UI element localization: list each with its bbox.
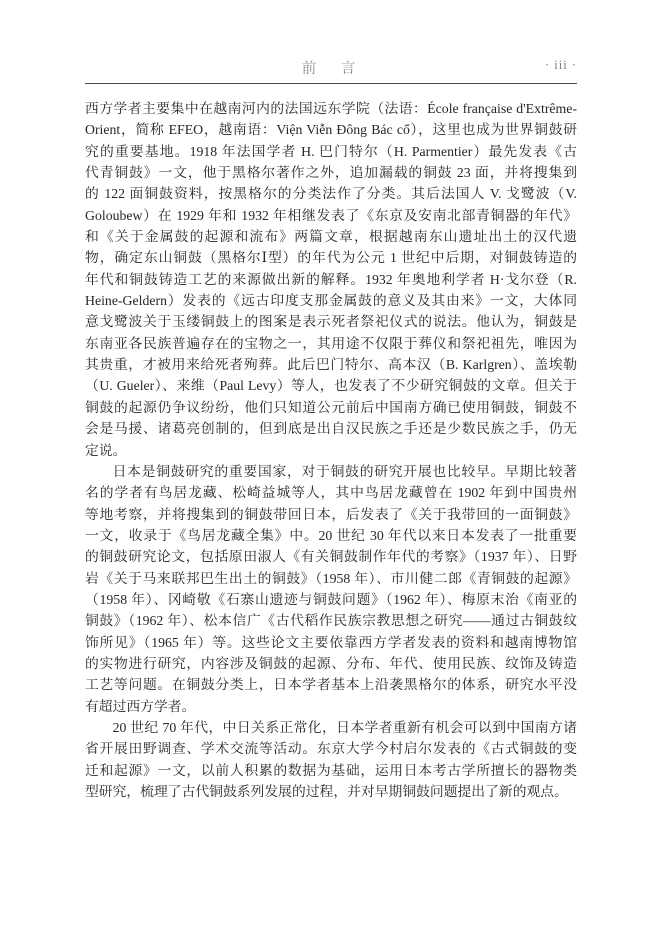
text-line: 定说。: [85, 442, 127, 458]
text-line: 迁和起源》一文，以前人积累的数据为基础，运用日本考古学所擅长的器物类: [85, 762, 577, 778]
text-line: 的铜鼓研究论文，包括原田淑人《有关铜鼓制作年代的考察》（1937 年）、日野: [85, 549, 577, 565]
text-line: Heine-Geldern）发表的《远古印度支那金属鼓的意义及其由来》一文，大体同: [85, 293, 577, 309]
text-line: 物，确定东山铜鼓（黑格尔Ⅰ型）的年代为公元 1 世纪中后期，对铜鼓铸造的: [85, 250, 577, 266]
text-line: 一文，收录于《鸟居龙藏全集》中。20 世纪 30 年代以来日本发表了一批重要: [85, 527, 577, 543]
page-number: · iii ·: [545, 58, 577, 72]
text-line: Orient，简称 EFEO，越南语：Viện Viễn Đông Bác cổ），这里也成为世界铜鼓研: [85, 122, 577, 138]
text-line: 的实物进行研究，内容涉及铜鼓的起源、分布、年代、使用民族、纹饰及铸造: [85, 655, 577, 671]
text-line: 岩《关于马来联邦巴生出土的铜鼓》（1958 年）、市川健二郎《青铜鼓的起源》: [85, 570, 577, 586]
text-line: 西方学者主要集中在越南河内的法国远东学院（法语：École française d'Extrême-: [85, 101, 577, 116]
header-rule: [85, 83, 577, 84]
text-line: 名的学者有鸟居龙藏、松崎益城等人，其中鸟居龙藏曾在 1902 年到中国贵州: [85, 485, 577, 501]
text-line: 和《关于金属鼓的起源和流布》两篇文章，根据越南东山遗址出土的汉代遗: [85, 229, 577, 245]
text-line: （1958 年）、冈崎敬《石寨山遗迹与铜鼓问题》（1962 年）、梅原末治《南亚的: [85, 591, 577, 607]
text-line: 有超过西方学者。: [85, 698, 196, 714]
body-text: [85, 98, 577, 802]
text-line: 究的重要基地。1918 年法国学者 H. 巴门特尔（H. Parmentier）最先发表《古: [85, 143, 577, 159]
text-line: 意戈鹭波关于玉缕铜鼓上的图案是表示死者祭祀仪式的说法。他认为，铜鼓是: [85, 314, 577, 330]
text-line: 铜鼓》（1962 年）、松本信广《古代稻作民族宗教思想之研究——通过古铜鼓纹: [85, 613, 577, 629]
text-line: 其贵重，才被用来给死者殉葬。此后巴门特尔、高本汉（B. Karlgren）、盖埃勒: [85, 357, 577, 373]
text-line: 工艺等问题。在铜鼓分类上，日本学者基本上沿袭黑格尔的体系，研究水平没: [85, 677, 577, 693]
text-line: 东南亚各民族普遍存在的宝物之一，其用途不仅限于葬仪和祭祀祖先，唯因为: [85, 335, 577, 351]
text-line: 饰所见》（1965 年）等。这些论文主要依靠西方学者发表的资料和越南博物馆: [85, 634, 577, 650]
text-line: Goloubew）在 1929 年和 1932 年相继发表了《东京及安南北部青铜器的年代》: [85, 207, 577, 223]
text-line: 20 世纪 70 年代，中日关系正常化，日本学者重新有机会可以到中国南方诸: [112, 719, 577, 735]
text-line: 铜鼓的起源仍争议纷纷，他们只知道公元前后中国南方确已使用铜鼓，铜鼓不: [85, 399, 577, 415]
text-line: 代青铜鼓》一文，他于黑格尔著作之外，追加漏载的铜鼓 23 面，并将搜集到: [85, 165, 577, 181]
text-line: 等地考察，并将搜集到的铜鼓带回日本，后发表了《关于我带回的一面铜鼓》: [85, 506, 577, 522]
text-line: 型研究，梳理了古代铜鼓系列发展的过程，并对早期铜鼓问题提出了新的观点。: [85, 784, 568, 799]
text-line: 日本是铜鼓研究的重要国家，对于铜鼓的研究开展也比较早。早期比较著: [112, 463, 577, 479]
text-line: 年代和铜鼓铸造工艺的来源做出新的解释。1932 年奥地利学者 H·戈尔登（R.: [85, 271, 577, 287]
text-line: 的 122 面铜鼓资料，按黑格尔的分类法作了分类。其后法国人 V. 戈鹭波（V.: [85, 186, 577, 202]
text-line: 会是马援、诸葛亮创制的，但到底是出自汉民族之手还是少数民族之手，仍无: [85, 421, 577, 437]
text-line: （U. Gueler）、来维（Paul Levy）等人，也发表了不少研究铜鼓的文章。但关于: [85, 378, 577, 394]
chapter-title: 前 言: [301, 61, 361, 77]
text-line: 省开展田野调查、学术交流等活动。东京大学今村启尔发表的《古式铜鼓的变: [85, 741, 577, 757]
page-header: [85, 57, 577, 77]
